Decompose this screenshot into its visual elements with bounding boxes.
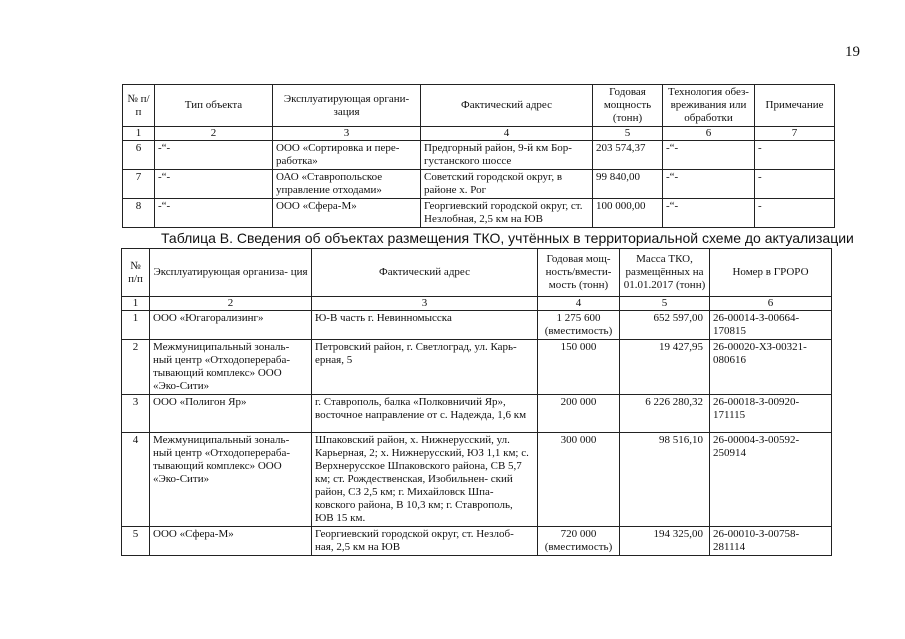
operator: ООО «Сфера-М»: [150, 527, 312, 556]
row-number: 8: [123, 199, 155, 228]
row-number: 5: [122, 527, 150, 556]
column-number: 3: [312, 297, 538, 311]
operator: Межмуниципальный зональ- ный центр «Отходоперераба- тывающий комплекс» ООО «Эко-Сити»: [150, 340, 312, 395]
row-number: 3: [122, 395, 150, 433]
operator: ООО «Сфера-М»: [273, 199, 421, 228]
column-number: 1: [123, 127, 155, 141]
capacity: 100 000,00: [593, 199, 663, 228]
technology: -“-: [663, 170, 755, 199]
disposal-sites-table: [121, 248, 832, 556]
groro-number: 26-00018-З-00920-171115: [710, 395, 832, 433]
header-cell: Примечание: [755, 85, 835, 127]
capacity: 200 000: [538, 395, 620, 433]
capacity: 720 000 (вместимость): [538, 527, 620, 556]
page-number: 19: [845, 44, 860, 60]
column-number: 2: [150, 297, 312, 311]
column-number: 6: [710, 297, 832, 311]
table-caption: Таблица В. Сведения об объектах размещения ТКО, учтённых в территориальной схеме до актуализации: [161, 230, 854, 246]
column-number: 7: [755, 127, 835, 141]
header-cell: Годовая мощ- ность/вмести- мость (тонн): [538, 249, 620, 297]
header-cell: Эксплуатирующая организа- ция: [150, 249, 312, 297]
groro-number: 26-00010-З-00758-281114: [710, 527, 832, 556]
header-cell: Фактический адрес: [312, 249, 538, 297]
header-cell: Технология обез- вреживания или обработки: [663, 85, 755, 127]
header-cell: Фактический адрес: [421, 85, 593, 127]
column-number: 2: [155, 127, 273, 141]
header-cell: № п/п: [123, 85, 155, 127]
table-row: [122, 395, 832, 433]
header-cell: № п/п: [122, 249, 150, 297]
column-number: 4: [538, 297, 620, 311]
capacity: 150 000: [538, 340, 620, 395]
column-number: 5: [593, 127, 663, 141]
note: -: [755, 170, 835, 199]
mass: 6 226 280,32: [620, 395, 710, 433]
row-number: 7: [123, 170, 155, 199]
mass: 19 427,95: [620, 340, 710, 395]
table-row: [123, 170, 835, 199]
column-number: 6: [663, 127, 755, 141]
header-cell: Годовая мощность (тонн): [593, 85, 663, 127]
address: Советский городской округ, в районе х. Рог: [421, 170, 593, 199]
table-row: [122, 527, 832, 556]
header-cell: Номер в ГРОРО: [710, 249, 832, 297]
mass: 652 597,00: [620, 311, 710, 340]
groro-number: 26-00020-ХЗ-00321-080616: [710, 340, 832, 395]
column-number: 3: [273, 127, 421, 141]
address: Шпаковский район, х. Нижнерусский, ул. Карьерная, 2; х. Нижнерусский, ЮЗ 1,1 км; с. Верхнерусское Шпаковского района, СВ 5,7 км; ст. Рождественская, Изобильнен- ский район, СЗ 2,5 км; г. Михайловск Шпа- ковского района, В 10,3 км; г. Ставрополь, ЮВ 15 км.: [312, 433, 538, 527]
row-number: 6: [123, 141, 155, 170]
table-row: [122, 311, 832, 340]
address: г. Ставрополь, балка «Полковничий Яр», восточное направление от с. Надежда, 1,6 км: [312, 395, 538, 433]
object-type: -“-: [155, 170, 273, 199]
address: Георгиевский городской округ, ст. Незлоб- ная, 2,5 км на ЮВ: [312, 527, 538, 556]
column-number: 4: [421, 127, 593, 141]
operator: ООО «Полигон Яр»: [150, 395, 312, 433]
table-row: [122, 433, 832, 527]
operator: ООО «Югагорализинг»: [150, 311, 312, 340]
header-cell: Масса ТКО, размещённых на 01.01.2017 (тонн): [620, 249, 710, 297]
capacity: 203 574,37: [593, 141, 663, 170]
object-type: -“-: [155, 141, 273, 170]
mass: 98 516,10: [620, 433, 710, 527]
technology: -“-: [663, 199, 755, 228]
address: Петровский район, г. Светлоград, ул. Карь- ерная, 5: [312, 340, 538, 395]
note: -: [755, 141, 835, 170]
table-row: [123, 141, 835, 170]
table-row: [123, 199, 835, 228]
operator: ООО «Сортировка и пере- работка»: [273, 141, 421, 170]
technology: -“-: [663, 141, 755, 170]
row-number: 1: [122, 311, 150, 340]
note: -: [755, 199, 835, 228]
groro-number: 26-00014-З-00664-170815: [710, 311, 832, 340]
capacity: 99 840,00: [593, 170, 663, 199]
address: Георгиевский городской округ, ст. Незлобная, 2,5 км на ЮВ: [421, 199, 593, 228]
address: Предгорный район, 9-й км Бор- густанского шоссе: [421, 141, 593, 170]
groro-number: 26-00004-З-00592-250914: [710, 433, 832, 527]
table-row: [122, 340, 832, 395]
object-type: -“-: [155, 199, 273, 228]
objects-table: [122, 84, 835, 228]
header-cell: Тип объекта: [155, 85, 273, 127]
row-number: 4: [122, 433, 150, 527]
header-cell: Эксплуатирующая органи- зация: [273, 85, 421, 127]
operator: ОАО «Ставропольское управление отходами»: [273, 170, 421, 199]
row-number: 2: [122, 340, 150, 395]
address: Ю-В часть г. Невинномысска: [312, 311, 538, 340]
column-number: 1: [122, 297, 150, 311]
capacity: 300 000: [538, 433, 620, 527]
capacity: 1 275 600 (вместимость): [538, 311, 620, 340]
column-number: 5: [620, 297, 710, 311]
operator: Межмуниципальный зональ- ный центр «Отходоперераба- тывающий комплекс» ООО «Эко-Сити»: [150, 433, 312, 527]
mass: 194 325,00: [620, 527, 710, 556]
